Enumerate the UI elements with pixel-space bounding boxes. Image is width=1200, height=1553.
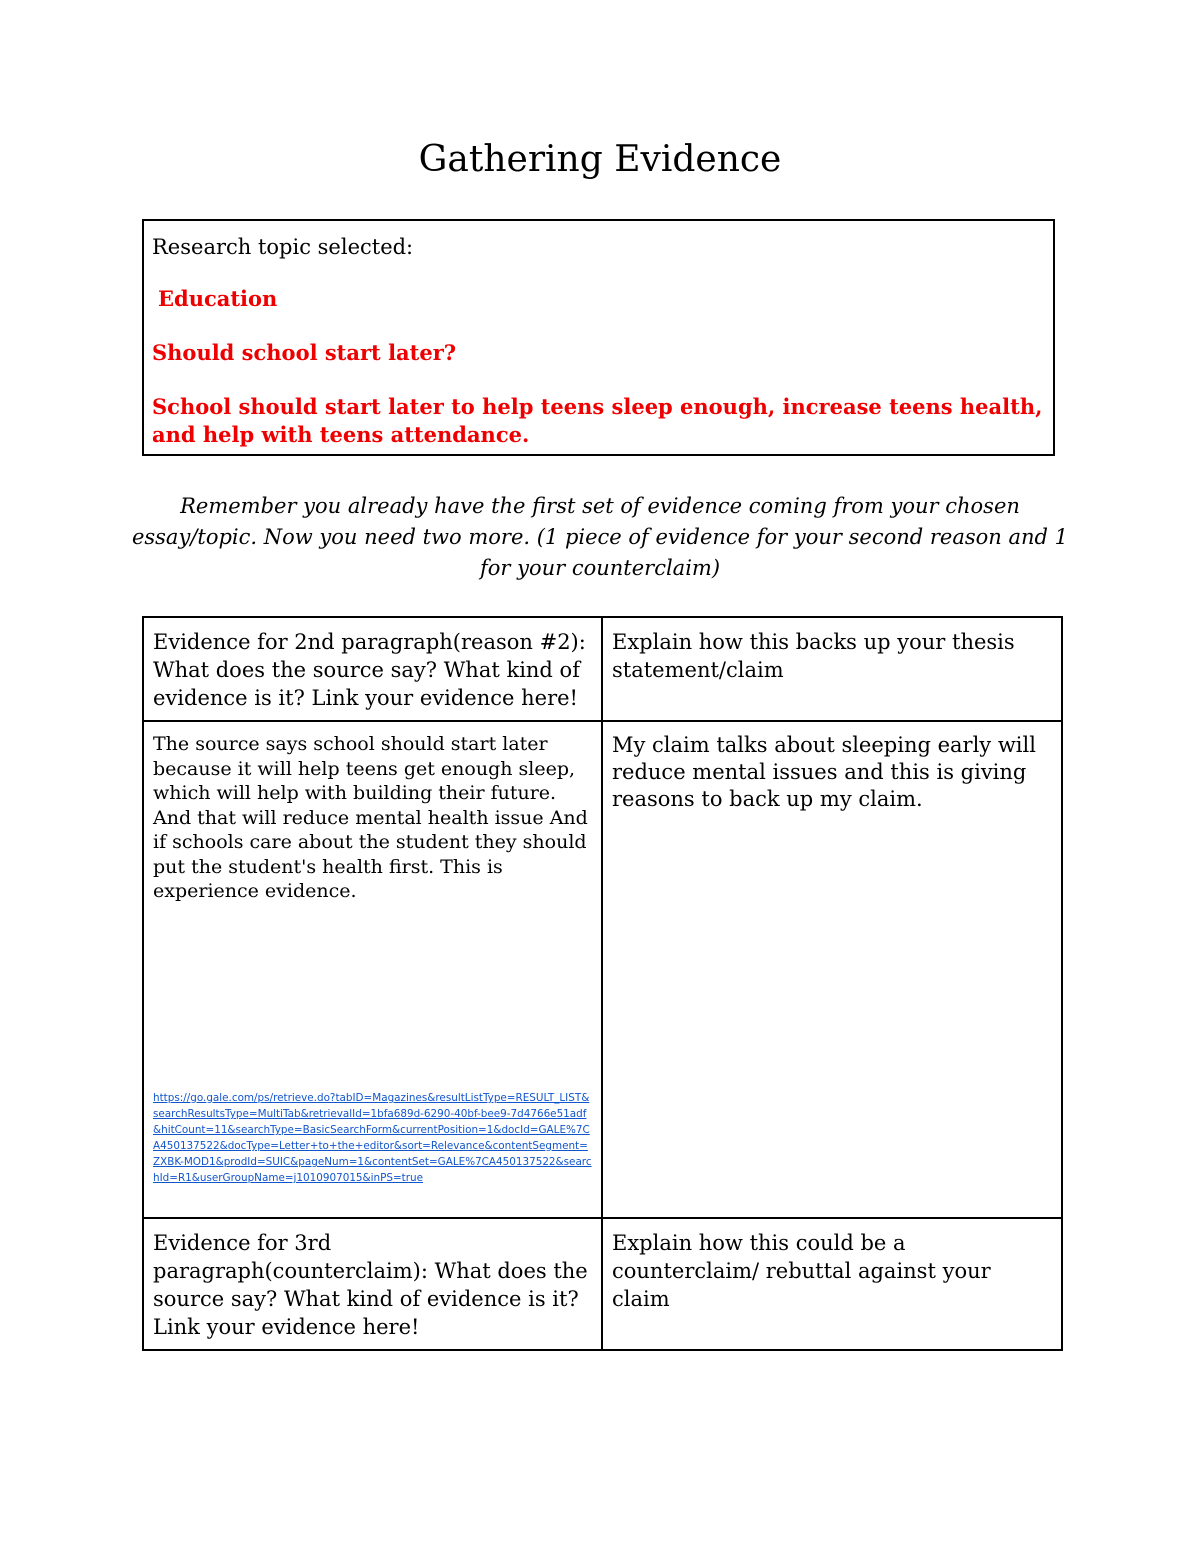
thesis-backup-prompt[interactable]: Explain how this backs up your thesis statement/claim [602, 617, 1062, 721]
evidence-table [142, 616, 1063, 1351]
evidence-2nd-paragraph-answer[interactable] [143, 721, 602, 1218]
counterclaim-explain-prompt[interactable]: Explain how this could be a counterclaim/ rebuttal against your claim [602, 1218, 1062, 1350]
research-topic-box [142, 219, 1055, 456]
reminder-text: Remember you already have the first set of evidence coming from your chosen essay/topic. Now you need two more. (1 piece of evidence for your second reason and 1 for your counterclaim) [131, 494, 1069, 580]
topic-name: Education [158, 286, 278, 311]
thesis-statement: School should start later to help teens sleep enough, increase teens health, and help with teens attendance. [152, 394, 1043, 447]
research-topic-label: Research topic selected: [152, 235, 414, 259]
thesis-backup-answer-text: My claim talks about sleeping early will reduce mental issues and this is giving reasons to back up my claim. [612, 733, 1036, 811]
thesis-backup-answer[interactable] [602, 721, 1062, 1218]
table-row [143, 721, 1062, 1218]
table-row [143, 1218, 1062, 1350]
evidence-2nd-paragraph-prompt[interactable]: Evidence for 2nd paragraph(reason #2): What does the source say? What kind of evidence is it? Link your evidence here! [143, 617, 602, 721]
evidence-3rd-paragraph-prompt[interactable]: Evidence for 3rd paragraph(counterclaim): What does the source say? What kind of evidence is it? Link your evidence here! [143, 1218, 602, 1350]
evidence-answer-text: The source says school should start later because it will help teens get enough sleep, which will help with building their future. And that will reduce mental health issue And if schools care about the student they should put the student's health first. This is experience evidence. [153, 733, 588, 902]
source-link[interactable]: https://go.gale.com/ps/retrieve.do?tabID=Magazines&resultListType=RESULT_LIST&searchResultsType=MultiTab&retrievalId=1bfa689d-6290-40bf-bee9-7d4766e51adf&hitCount=11&searchType=BasicSearchForm&currentPosition=1&docId=GALE%7CA450137522&docType=Letter+to+the+editor&sort=Relevance&contentSegment=ZXBK-MOD1&prodId=SUIC&pageNum=1&contentSet=GALE%7CA450137522&searchId=R1&userGroupName=j1010907015&inPS=true [153, 1092, 592, 1184]
research-question: Should school start later? [152, 340, 457, 365]
page-title: Gathering Evidence [418, 139, 782, 180]
table-row [143, 617, 1062, 721]
